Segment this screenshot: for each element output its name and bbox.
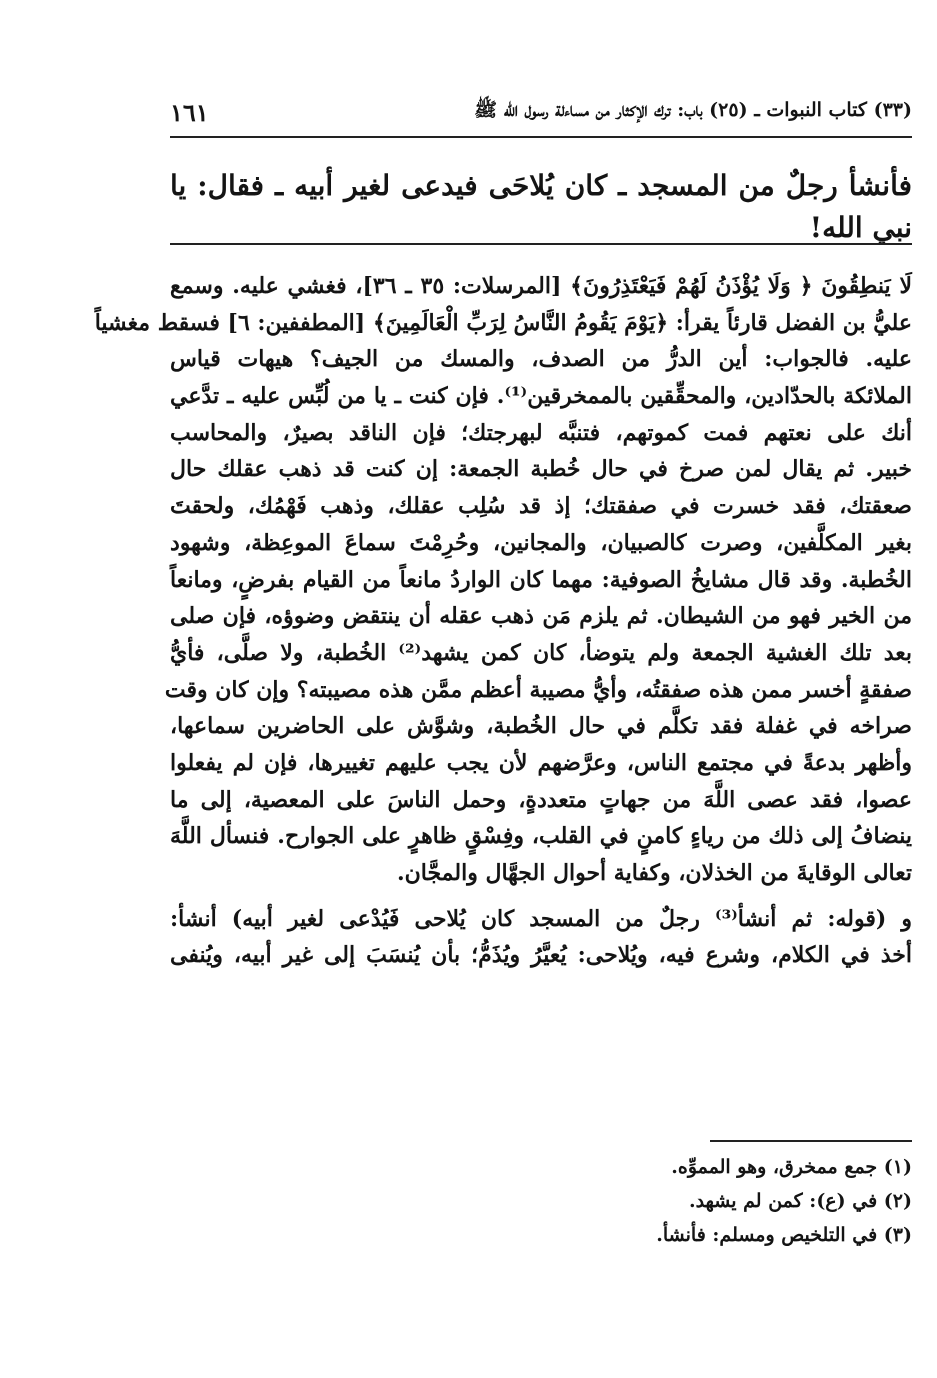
commentary-line: عصوا، فقد عصى اللَّهَ من جهاتٍ متعددةٍ، وحمل الناسَ على المعصية، إلى ما	[170, 786, 912, 813]
commentary-line: خبير. ثم يقال لمن صرخ في حال خُطبة الجمعة: إن كنت قد ذهب عقلك حال	[170, 456, 912, 483]
page-number: ١٦١	[170, 97, 209, 127]
commentary-line: تعالى الوقايةَ من الخذلان، وكفاية أحوال الجهَّال والمجَّان.	[396, 860, 912, 886]
footnote-1: (١) جمع ممخرق، وهو المموِّه.	[671, 1156, 912, 1178]
footnote-3: (٣) في التلخيص ومسلم: فأنشأ.	[656, 1224, 912, 1246]
header-rule	[170, 136, 912, 138]
footnote-2: (٢) في (ع): كمن لم يشهد.	[688, 1190, 912, 1212]
commentary-line: من الخير فهو من الشيطان. ثم يلزم مَن ذهب عقله أن ينتقض وضوؤه، فإن صلى	[170, 603, 912, 630]
commentary-line: بعد تلك الغشية الجمعة ولم يتوضأ، كان كمن يشهد⁽²⁾ الخُطبة، ولا صلَّى، فأيُّ	[170, 639, 912, 666]
commentary-line: بغير المكلَّفين، وصرت كالصبيان، والمجانين، وحُرِمْتَ سماعَ الموعِظة، وشهود	[170, 529, 912, 556]
commentary-line: أخذ في الكلام، وشرع فيه، ويُلاحى: يُعيَّرُ ويُذَمُّ؛ بأن يُنسَبَ إلى غير أبيه، ويُنفى	[170, 942, 912, 969]
commentary-line: عليه. فالجواب: أين الدرُّ من الصدف، والمسك من الجيف؟ هيهات قياس	[170, 346, 912, 373]
commentary-line: ينضافُ إلى ذلك من رياءٍ كامنٍ في القلب، وفِسْقٍ ظاهرٍ على الجوارح. فنسأل اللَّهَ	[170, 823, 912, 850]
commentary-line: لَا يَنطِقُونَ ﴿ وَلَا يُؤْذَنُ لَهُمْ فَيَعْتَذِرُونَ﴾ [المرسلات: ٣٥ ـ ٣٦]، فغشي عليه. وسمع	[170, 273, 912, 299]
commentary-line: الملائكة بالحدّادين، والمحقِّقين بالممخرقين⁽¹⁾. فإن كنت ـ يا من لُبِّس عليه ـ تدَّعي	[170, 383, 912, 410]
commentary-line: صفقةٍ أخسر ممن هذه صفقتُه، وأيُّ مصيبة أعظم ممَّن هذه مصيبته؟ وإن كان وقت	[164, 676, 912, 703]
commentary	[94, 268, 912, 974]
running-title: (٣٣) كتاب النبوات ـ (٢٥) باب: ترك الإكثار من مساءلة رسول الله ﷺ	[474, 99, 912, 121]
footnote-rule	[710, 1140, 912, 1142]
commentary-line: عليُّ بن الفضل قارئاً يقرأ: ﴿يَوْمَ يَقُومُ النَّاسُ لِرَبِّ الْعَالَمِينَ﴾ [المطففين: ٦] فسقط مغشياً	[94, 309, 912, 336]
page-header	[170, 92, 912, 132]
commentary-line: وأظهر بدعةً في مجتمع الناس، وعرَّضهم لأن يجب عليهم تغييرها، فإن لم يفعلوا	[170, 749, 912, 776]
hadith-text: فأنشأ رجلٌ من المسجد ـ كان يُلاحَى فيدعى لغير أبيه ـ فقال: يا نبي الله!	[170, 169, 912, 244]
commentary-line: و (قوله: ثم أنشأ⁽³⁾ رجلٌ من المسجد كان يُلاحى فَيُدْعى لغير أبيه) أنشأ:	[170, 905, 912, 932]
commentary-paragraph-1	[94, 268, 912, 892]
commentary-paragraph-2	[170, 901, 912, 974]
commentary-line: صعقتك، فقد خسرت في صفقتك؛ إذ قد سُلِب عقلك، وذهب فَهْمُك، ولحقتَ	[170, 493, 912, 520]
commentary-line: أنك على نعتهم فمت كموتهم، فتنبَّه لبهرجتك؛ فإن الناقد بصيرٌ، والمحاسب	[170, 419, 912, 446]
footnotes	[170, 1150, 912, 1252]
paragraph-gap	[170, 892, 912, 901]
hadith-separator-rule	[170, 243, 912, 245]
commentary-line: صراخه في غفلة فقد تكلَّم في حال الخُطبة، وشوَّش على الحاضرين سماعها،	[170, 713, 912, 740]
commentary-line: الخُطبة. وقد قال مشايخُ الصوفية: مهما كان الواردُ مانعاً من القيام بفرضٍ، ومانعاً	[170, 566, 912, 593]
